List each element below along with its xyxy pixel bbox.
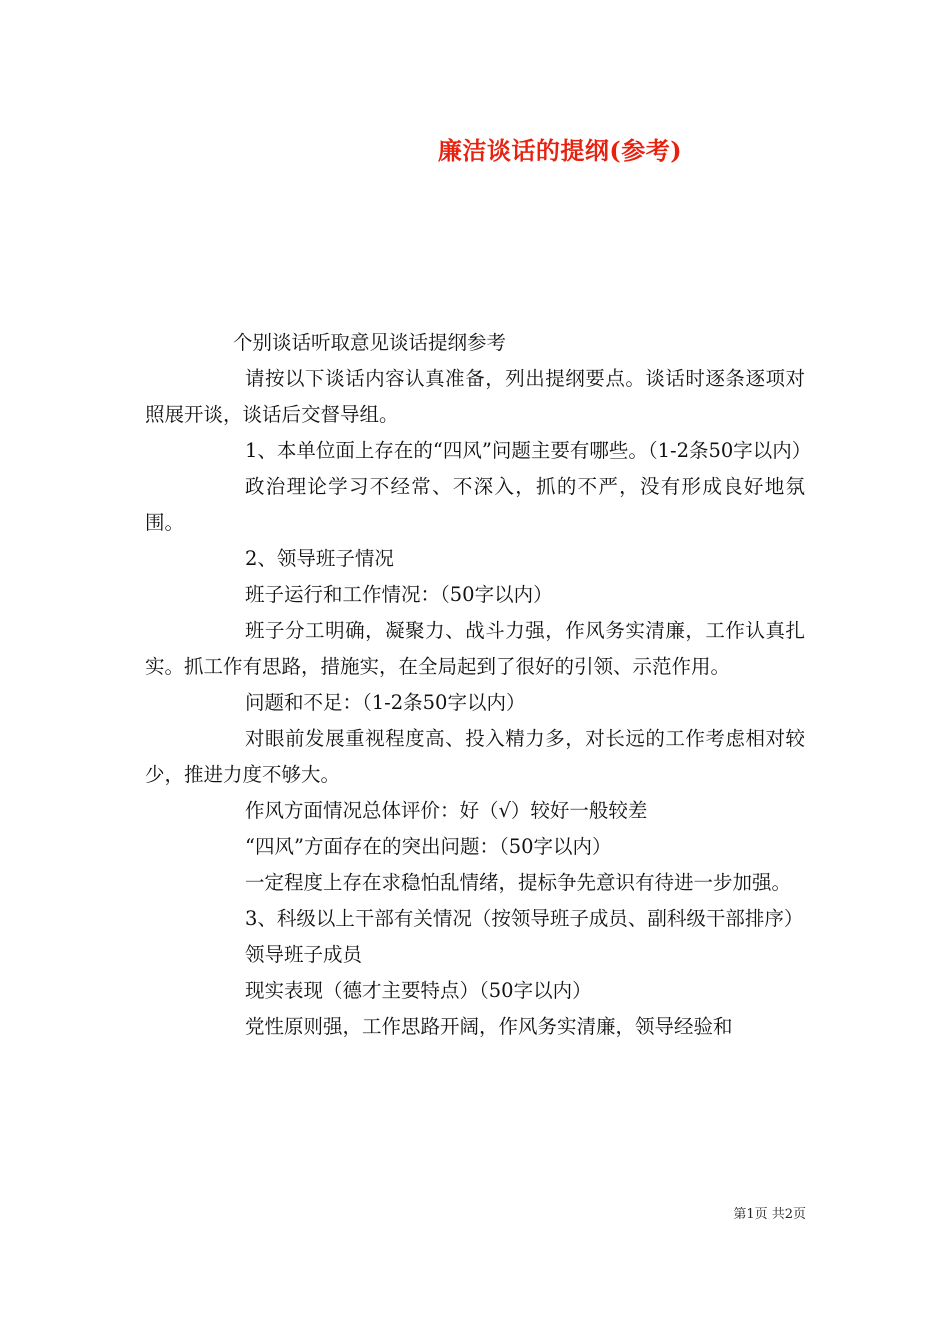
- paragraph: 问题和不足：（1-2条50字以内）: [245, 691, 526, 714]
- document-body: [145, 325, 812, 1045]
- paragraph: 1、本单位面上存在的“四风”问题主要有哪些。（1-2条50字以内）: [245, 439, 812, 462]
- document-title: 廉洁谈话的提纲(参考): [437, 136, 683, 165]
- paragraph: 现实表现（德才主要特点）（50字以内）: [245, 979, 592, 1002]
- paragraph: 个别谈话听取意见谈话提纲参考: [233, 331, 507, 354]
- paragraph: 党性原则强，工作思路开阔，作风务实清廉，领导经验和: [245, 1015, 733, 1038]
- paragraph: 一定程度上存在求稳怕乱情绪，提标争先意识有待进一步加强。: [245, 871, 792, 894]
- paragraph: 班子分工明确，凝聚力、战斗力强，作风务实清廉，工作认真扎实。抓工作有思路，措施实，在全局起到了很好的引领、示范作用。: [145, 619, 805, 678]
- paragraph: 班子运行和工作情况：（50字以内）: [245, 583, 553, 606]
- paragraph: 政治理论学习不经常、不深入，抓的不严，没有形成良好地氛围。: [145, 475, 805, 534]
- paragraph: “四风”方面存在的突出问题：（50字以内）: [245, 835, 612, 858]
- paragraph: 3、科级以上干部有关情况（按领导班子成员、副科级干部排序）: [245, 907, 804, 930]
- paragraph: 对眼前发展重视程度高、投入精力多，对长远的工作考虑相对较少，推进力度不够大。: [145, 727, 805, 786]
- paragraph: 领导班子成员: [245, 943, 363, 966]
- paragraph: 请按以下谈话内容认真准备，列出提纲要点。谈话时逐条逐项对照展开谈，谈话后交督导组。: [145, 367, 805, 426]
- paragraph: 作风方面情况总体评价：好（√）较好一般较差: [245, 799, 648, 822]
- paragraph: 2、领导班子情况: [245, 547, 394, 570]
- page-number-footer: 第1页 共2页: [733, 1207, 806, 1222]
